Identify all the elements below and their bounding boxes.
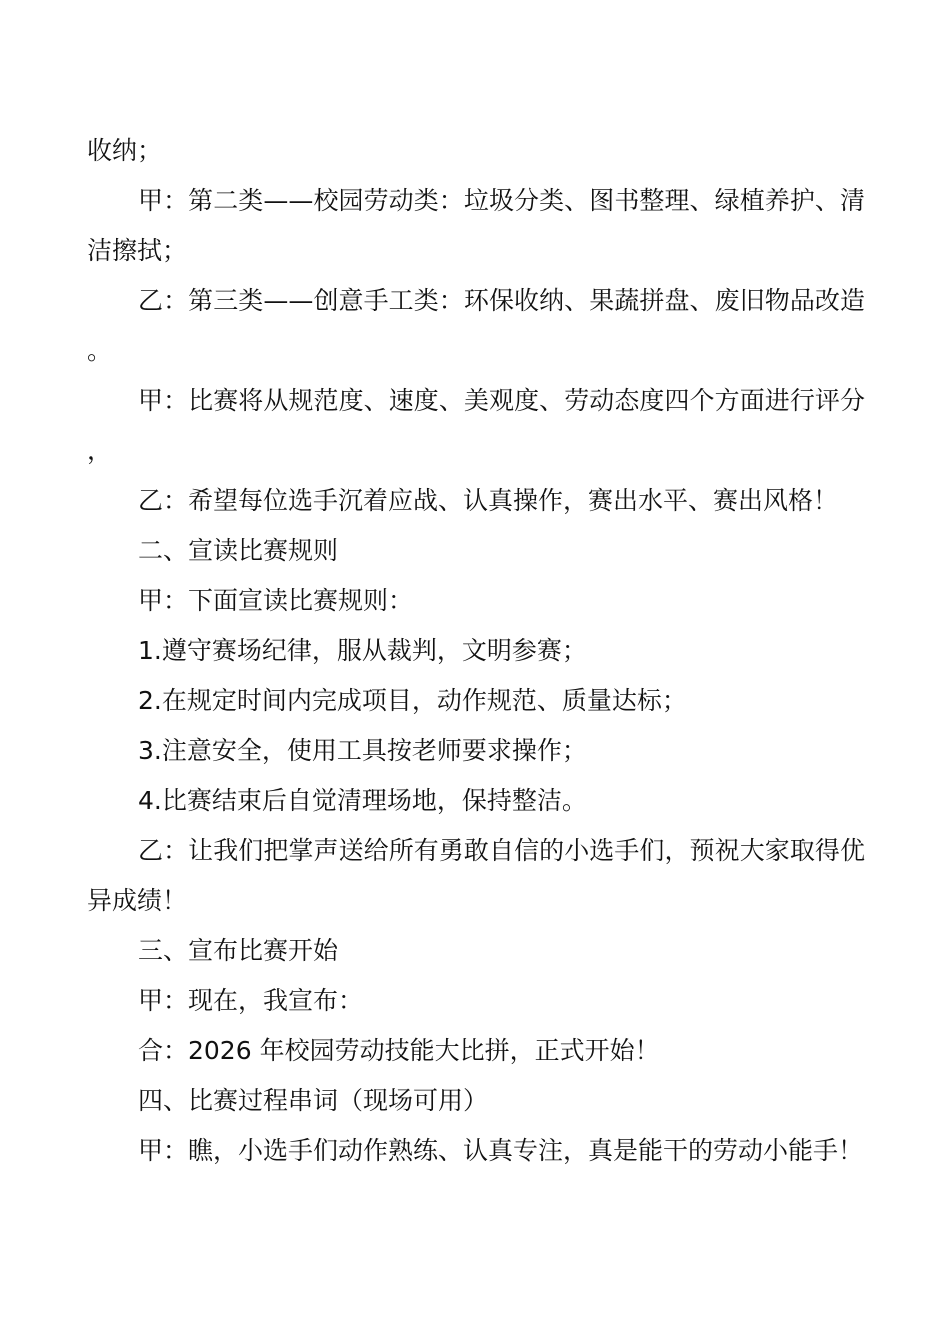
paragraph: 乙：希望每位选手沉着应战、认真操作，赛出水平、赛出风格！ <box>138 486 839 515</box>
rule-item: 3.注意安全，使用工具按老师要求操作； <box>138 736 587 765</box>
paragraph: 合：2026 年校园劳动技能大比拼，正式开始！ <box>138 1036 660 1065</box>
section-heading: 四、比赛过程串词（现场可用） <box>138 1086 489 1115</box>
paragraph: 甲：比赛将从规范度、速度、美观度、劳动态度四个方面进行评分， <box>87 386 865 465</box>
section-heading: 二、宣读比赛规则 <box>138 536 339 565</box>
paragraph: 乙：让我们把掌声送给所有勇敢自信的小选手们，预祝大家取得优异成绩！ <box>87 836 865 915</box>
rule-item: 1.遵守赛场纪律，服从裁判，文明参赛； <box>138 636 587 665</box>
paragraph: 收纳； <box>87 136 163 165</box>
rule-item: 4.比赛结束后自觉清理场地，保持整洁。 <box>138 786 587 815</box>
paragraph: 乙：第三类——创意手工类：环保收纳、果蔬拼盘、废旧物品改造。 <box>87 286 865 365</box>
paragraph: 甲：下面宣读比赛规则： <box>138 586 414 615</box>
paragraph: 甲：第二类——校园劳动类：垃圾分类、图书整理、绿植养护、清洁擦拭； <box>87 186 865 265</box>
paragraph: 甲：瞧，小选手们动作熟练、认真专注，真是能干的劳动小能手！ <box>138 1136 864 1165</box>
paragraph: 甲：现在，我宣布： <box>138 986 364 1015</box>
rule-item: 2.在规定时间内完成项目，动作规范、质量达标； <box>138 686 687 715</box>
section-heading: 三、宣布比赛开始 <box>138 936 339 965</box>
document-body <box>87 126 865 1176</box>
